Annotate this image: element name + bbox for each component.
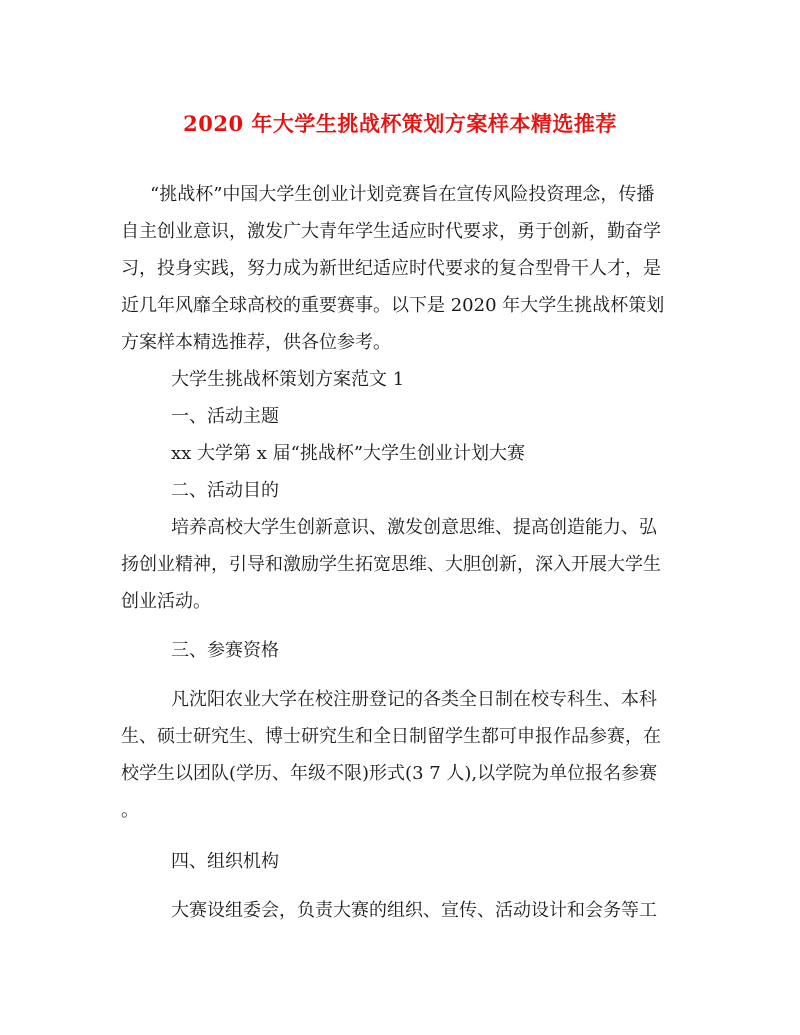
section-heading: 三、参赛资格	[171, 640, 279, 661]
paragraph-line: xx 大学第 x 届“挑战杯”大学生创业计划大赛	[171, 443, 526, 464]
section-heading: 一、活动主题	[171, 406, 279, 427]
paragraph-line: 。	[121, 800, 139, 821]
paragraph-line: 培养高校大学生创新意识、激发创意思维、提高创造能力、弘	[171, 517, 657, 538]
section-heading: 四、组织机构	[171, 851, 279, 872]
paragraph-line: 自主创业意识，激发广大青年学生适应时代要求，勇于创新，勤奋学	[121, 221, 661, 242]
paragraph-line: 大赛设组委会，负责大赛的组织、宣传、活动设计和会务等工	[171, 900, 657, 921]
paragraph-line: 近几年风靡全球高校的重要赛事。以下是 2020 年大学生挑战杯策划	[121, 295, 665, 316]
document-title: 2020 年大学生挑战杯策划方案样本精选推荐	[183, 111, 617, 136]
paragraph-line: 扬创业精神，引导和激励学生拓宽思维、大胆创新，深入开展大学生	[121, 554, 661, 575]
paragraph-line: 方案样本精选推荐，供各位参考。	[121, 332, 391, 353]
paragraph-line: 凡沈阳农业大学在校注册登记的各类全日制在校专科生、本科	[171, 689, 657, 710]
paragraph-line: 习，投身实践，努力成为新世纪适应时代要求的复合型骨干人才，是	[121, 258, 661, 279]
section-heading: 二、活动目的	[171, 480, 279, 501]
paragraph-line: “挑战杯”中国大学生创业计划竞赛旨在宣传风险投资理念，传播	[150, 184, 655, 205]
paragraph-line: 校学生以团队(学历、年级不限)形式(3 7 人),以学院为单位报名参赛	[121, 763, 658, 784]
paragraph-line: 生、硕士研究生、博士研究生和全日制留学生都可申报作品参赛，在	[121, 726, 661, 747]
section-heading: 大学生挑战杯策划方案范文 1	[171, 369, 405, 390]
paragraph-line: 创业活动。	[121, 591, 211, 612]
